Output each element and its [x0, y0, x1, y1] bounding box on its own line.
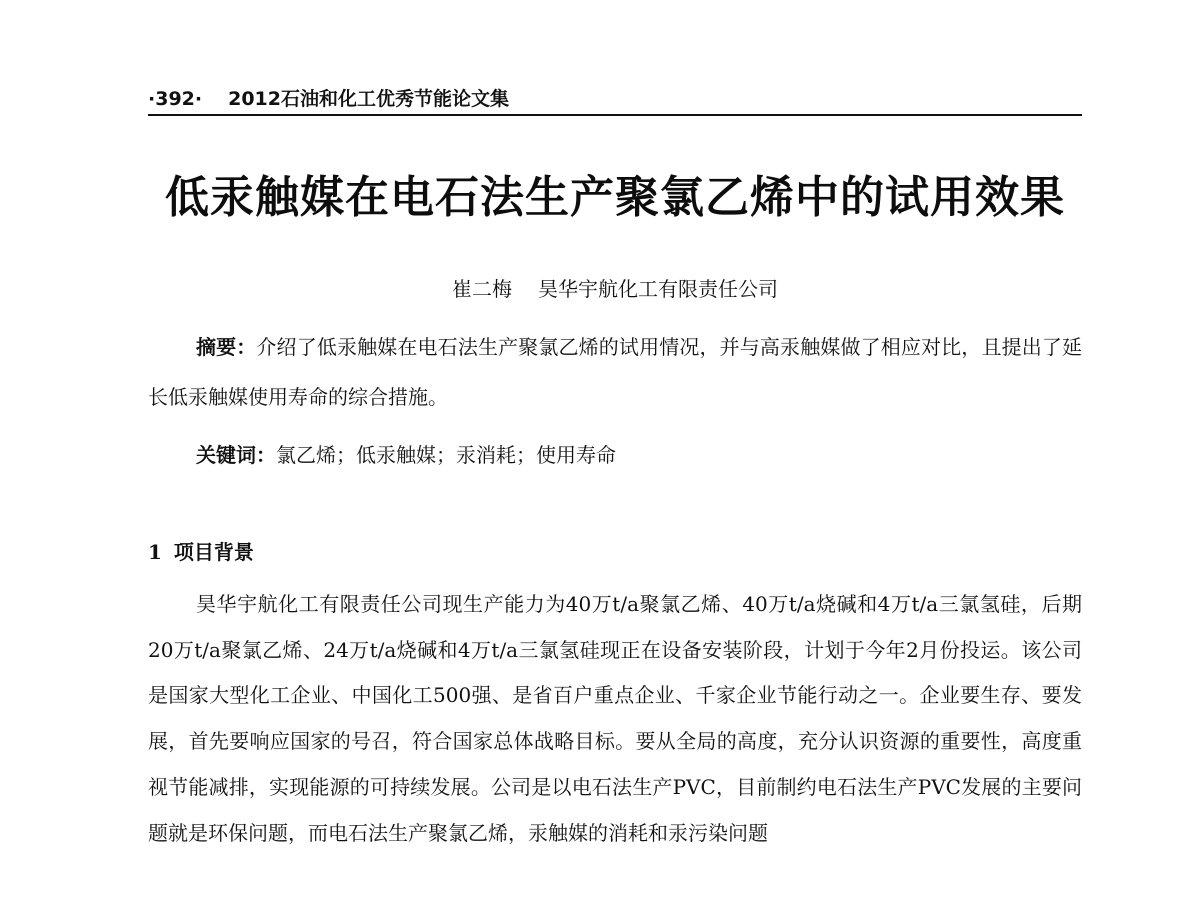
- collection-title: 2012石油和化工优秀节能论文集: [228, 88, 509, 110]
- article-title: 低汞触媒在电石法生产聚氯乙烯中的试用效果: [165, 172, 1065, 224]
- section-title: 项目背景: [173, 540, 254, 564]
- keywords-label: 关键词：: [196, 443, 276, 467]
- section-heading: [148, 530, 1082, 574]
- keywords: [196, 430, 1082, 480]
- page-number: ·392·: [148, 88, 203, 110]
- section-number: 1: [148, 540, 162, 564]
- byline: [148, 274, 1082, 304]
- running-header: [148, 86, 1082, 116]
- author-name: 崔二梅: [452, 277, 512, 301]
- keywords-text: 氯乙烯；低汞触媒；汞消耗；使用寿命: [276, 443, 616, 467]
- abstract-label: 摘要：: [196, 335, 257, 359]
- author-affiliation: 昊华宇航化工有限责任公司: [538, 277, 778, 301]
- abstract: [148, 322, 1082, 422]
- body-paragraph: 昊华宇航化工有限责任公司现生产能力为40万t/a聚氯乙烯、40万t/a烧碱和4万t/a三氯氢硅，后期20万t/a聚氯乙烯、24万t/a烧碱和4万t/a三氯氢硅现正在设备安装阶段，计划于今年2月份投运。该公司是国家大型化工企业、中国化工500强、是省百户重点企业、千家企业节能行动之一。企业要生存、要发展，首先要响应国家的号召，符合国家总体战略目标。要从全局的高度，充分认识资源的重要性，高度重视节能减排，实现能源的可持续发展。公司是以电石法生产PVC，目前制约电石法生产PVC发展的主要问题就是环保问题，而电石法生产聚氯乙烯，汞触媒的消耗和汞污染问题: [148, 592, 1082, 845]
- abstract-text: 介绍了低汞触媒在电石法生产聚氯乙烯的试用情况，并与高汞触媒做了相应对比，且提出了延长低汞触媒使用寿命的综合措施。: [148, 335, 1083, 409]
